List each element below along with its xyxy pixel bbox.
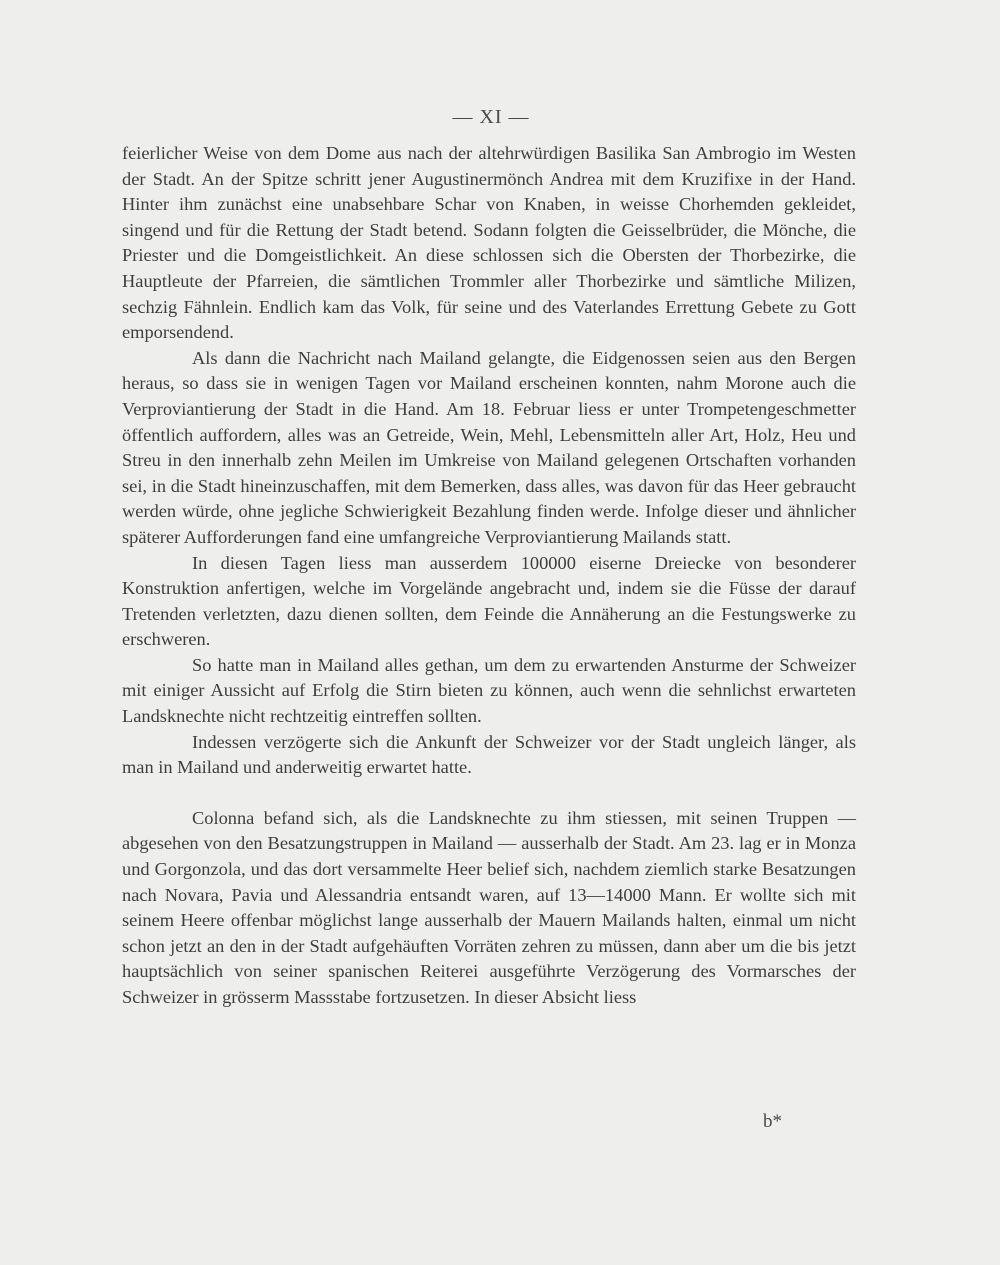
paragraph-6: Colonna befand sich, als die Landsknechte zu ihm stiessen, mit seinen Truppen — abgesehen von den Besatzungstruppen in Mailand — ausserhalb der Stadt. Am 23. lag er in Monza und Gorgonzola, und das dort versammelte Heer belief sich, nachdem ziemlich starke Besatzungen nach Novara, Pavia und Alessandria entsandt waren, auf 13—14000 Mann. Er wollte sich mit seinem Heere offenbar möglichst lange ausserhalb der Mauern Mailands halten, einmal um nicht schon jetzt an den in der Stadt aufgehäuften Vorräten zehren zu müssen, dann aber um die bis jetzt hauptsächlich von seiner spanischen Reiterei ausgeführte Verzögerung des Vormarsches der Schweizer in grösserm Massstabe fortzusetzen. In dieser Absicht liess [122,807,856,1007]
page-number-header: — XI — [452,106,530,128]
paragraph-4: So hatte man in Mailand alles gethan, um dem zu erwartenden Ansturme der Schweizer mit einiger Aussicht auf Erfolg die Stirn bieten zu können, auch wenn die sehnlichst erwarteten Landsknechte nicht rechtzeitig eintreffen sollten. [122,654,856,727]
paragraph-3: In diesen Tagen liess man ausserdem 100000 eiserne Dreiecke von besonderer Konstruktion anfertigen, welche im Vorgelände angebracht und, indem sie die Füsse der darauf Tretenden verletzten, dazu dienen sollten, dem Feinde die Annäherung an die Festungswerke zu erschweren. [122,552,856,650]
paragraph-2: Als dann die Nachricht nach Mailand gelangte, die Eidgenossen seien aus den Bergen heraus, so dass sie in wenigen Tagen vor Mailand erscheinen konnten, nahm Morone auch die Verproviantierung der Stadt in die Hand. Am 18. Februar liess er unter Trompetengeschmetter öffentlich auffordern, alles was an Getreide, Wein, Mehl, Lebensmitteln aller Art, Holz, Heu und Streu in den innerhalb zehn Meilen im Umkreise von Mailand gelegenen Ortschaften vorhanden sei, in die Stadt hineinzuschaffen, mit dem Bemerken, dass alles, was davon für das Heer gebraucht werden würde, ohne jegliche Schwierigkeit Bezahlung finden werde. Infolge dieser und ähnlicher späterer Aufforderungen fand eine umfangreiche Verproviantierung Mailands statt. [122,347,856,547]
paragraph-1: feierlicher Weise von dem Dome aus nach der altehrwürdigen Basilika San Ambrogio im Westen der Stadt. An der Spitze schritt jener Augustinermönch Andrea mit dem Kruzifixe in der Hand. Hinter ihm zunächst eine unabsehbare Schar von Knaben, in weisse Chorhemden gekleidet, singend und für die Rettung der Stadt betend. Sodann folgten die Geisselbrüder, die Mönche, die Priester und die Domgeistlichkeit. An diese schlossen sich die Obersten der Thorbezirke, die Hauptleute der Pfarreien, die sämtlichen Trommler aller Thorbezirke und sämtliche Milizen, sechzig Fähnlein. Endlich kam das Volk, für seine und des Vaterlandes Errettung Gebete zu Gott emporsendend. [122,143,856,343]
signature-mark: b* [763,1111,782,1132]
paragraph-5: Indessen verzögerte sich die Ankunft der Schweizer vor der Stadt ungleich länger, als man in Mailand und anderweitig erwartet hatte. [122,731,856,778]
body-text [122,141,856,1011]
